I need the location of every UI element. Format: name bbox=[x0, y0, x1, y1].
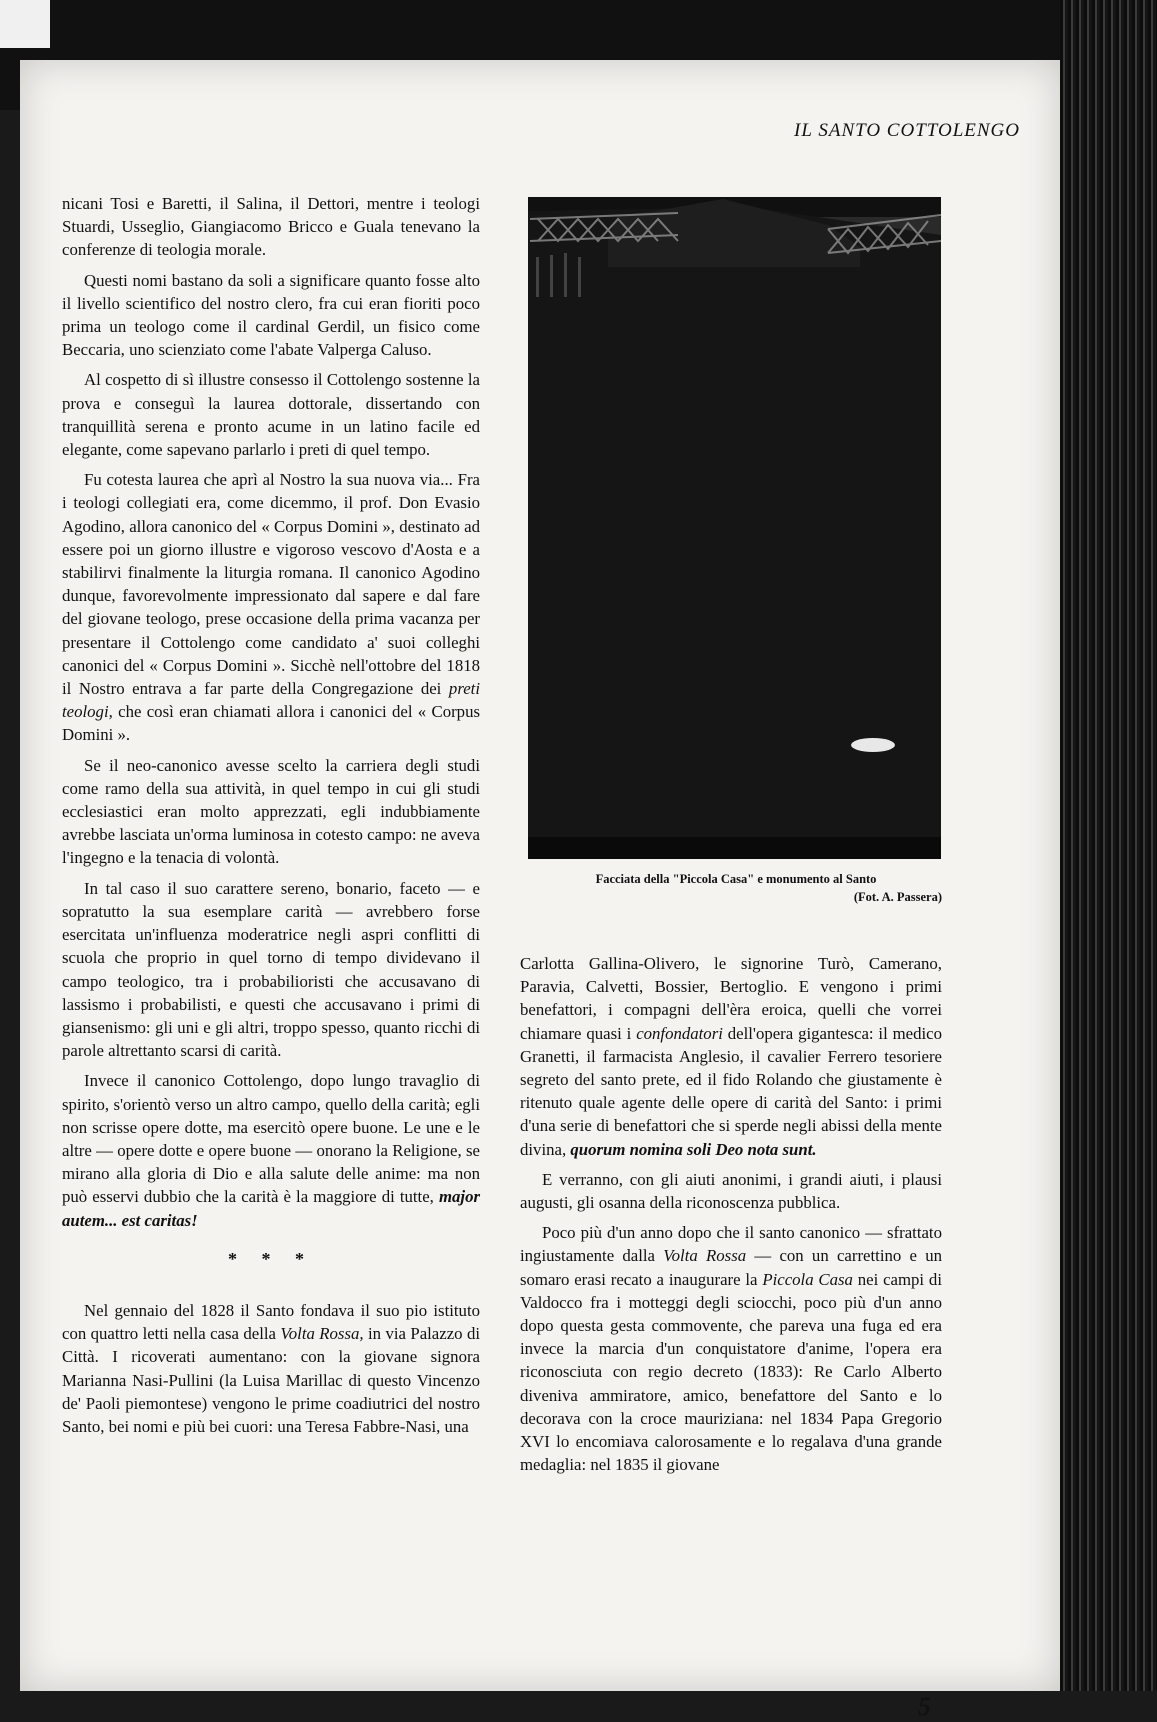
page bbox=[20, 60, 1060, 1721]
caption-credit: (Fot. A. Passera) bbox=[853, 890, 942, 904]
paragraph: Invece il canonico Cottolengo, dopo lungo travaglio di spirito, s'orientò verso un altro campo, quello della carità; egli non scrisse opere dotte, ma esercitò opere buone. Le une e le altre — opere dotte e opere buone — onorano la Religione, se mirano alla gloria di Dio e alla salute delle anime: ma non può esservi dubbio che la carità è la maggiore di tutte, major autem... est caritas! bbox=[62, 1071, 480, 1230]
paragraph: Fu cotesta laurea che aprì al Nostro la sua nuova via... Fra i teologi collegiati era, come dicemmo, il prof. Don Evasio Agodino, allora canonico del « Corpus Domini », destinato ad essere poi un giorno illustre e vigoroso vescovo d'Aosta e a stabilirvi finalmente la liturgia romana. Il canonico Agodino dunque, favorevolmente impressionato dal sapere e dal fare del giovane teologo, prese occasione della prima vacanza per presentare il Cottolengo come candidato a' suoi colleghi canonici del « Corpus Domini ». Sicchè nell'ottobre del 1818 il Nostro entrava a far parte della Congregazione dei preti teologi, che così eran chiamati allora i canonici del « Corpus Domini ». bbox=[62, 470, 480, 745]
scan-corner-mark bbox=[0, 0, 50, 48]
page-number: 5 bbox=[918, 1692, 931, 1721]
running-header: IL SANTO COTTOLENGO bbox=[794, 120, 1020, 141]
paragraph: Se il neo-canonico avesse scelto la carriera degli studi come ramo della sua attività, in quel tempo in cui gli studi ecclesiastici eran molto apprezzati, egli indubbiamente avrebbe lasciata un'orma luminosa in cotesto campo: ne aveva l'ingegno e la tenacia di volontà. bbox=[62, 755, 480, 868]
photo-caption bbox=[530, 870, 942, 906]
paragraph: In tal caso il suo carattere sereno, bonario, faceto — e sopratutto la sua esemplare carità — avrebbero forse esercitata un'influenza moderatrice negli aspri conflitti di scuola che proprio in quel torno di tempo dividevano il campo teologico, tra i probabilioristi che accusavano di lassismo i probabilisti, e questi che accusavano i primi di giansenismo: gli uni e gli altri, troppo spesso, quanto ricchi di parole altrettanto scarsi di carità. bbox=[62, 878, 480, 1061]
paragraph: Poco più d'un anno dopo che il santo canonico — sfrattato ingiustamente dalla Volta Rossa — con un carrettino e un somaro erasi recato a inaugurare la Piccola Casa nei campi di Valdocco fra i motteggi degli sciocchi, poco più d'un anno dopo questa gesta commovente, che pareva una fuga ed era invece la marcia d'un conquistatore d'anime, l'opera era riconosciuta con regio decreto (1833): Re Carlo Alberto diveniva ammiratore, amico, benefattore del Santo e lo decorava con la croce mauriziana: nel 1834 Papa Gregorio XVI lo encomiava calorosamente e lo regalava d'una grande medaglia: nel 1835 il giovane bbox=[520, 1223, 942, 1475]
paragraph: Nel gennaio del 1828 il Santo fondava il suo pio istituto con quattro letti nella casa della Volta Rossa, in via Palazzo di Città. I ricoverati aumentano: con la giovane signora Marianna Nasi-Pullini (la Luisa Marillac di questo Vincenzo de' Paoli piemontese) vengono le prime coadiutrici del nostro Santo, bei nomi e più bei cuori: una Teresa Fabbre-Nasi, una bbox=[62, 1300, 480, 1436]
paragraph: Carlotta Gallina-Olivero, le signorine Turò, Camerano, Paravia, Calvetti, Bossier, Bertoglio. E vengono i primi benefattori, i compagni dell'èra eroica, quelli che vorrei chiamare quasi i confondatori dell'opera gigantesca: il medico Granetti, il farmacista Anglesio, il cavalier Ferrero tesoriere segreto del santo prete, ed il fido Rolando che giustamente è ritenuto quale agente delle opere di carità del Santo: i primi d'una serie di benefattori che si sperde negli abissi della mente divina, quorum nomina soli Deo nota sunt. bbox=[520, 954, 943, 1159]
right-column bbox=[520, 952, 942, 1483]
book-spine-edge bbox=[1060, 0, 1157, 1691]
facade-photo-drawing bbox=[528, 197, 941, 859]
paragraph: Al cospetto di sì illustre consesso il Cottolengo sostenne la prova e conseguì la laurea dottorale, dissertando con tranquillità serena e pronto acume in un latino facile ed elegante, come sapevano parlarlo i preti di quel tempo. bbox=[62, 370, 480, 460]
left-column bbox=[62, 192, 480, 1445]
caption-title: Facciata della "Piccola Casa" e monumento al Santo bbox=[595, 872, 877, 886]
paragraph: Questi nomi bastano da soli a significare quanto fosse alto il livello scientifico del nostro clero, fra cui eran fioriti poco prima un teologo come il cardinal Gerdil, un fisico come Beccaria, uno scienziato come l'abate Valperga Caluso. bbox=[62, 270, 480, 360]
facade-photo bbox=[528, 197, 941, 859]
paragraph: nicani Tosi e Baretti, il Salina, il Dettori, mentre i teologi Stuardi, Usseglio, Giangiacomo Bricco e Guala tenevano la conferenze di teologia morale. bbox=[62, 194, 480, 260]
section-separator: * * * bbox=[228, 1248, 314, 1269]
paragraph: E verranno, con gli aiuti anonimi, i grandi aiuti, i plausi augusti, gli osanna della riconoscenza pubblica. bbox=[520, 1169, 942, 1213]
